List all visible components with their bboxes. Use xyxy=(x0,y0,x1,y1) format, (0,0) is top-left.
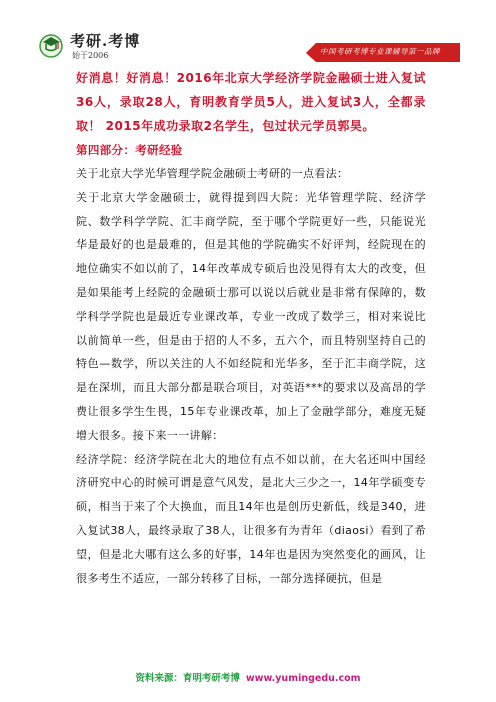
article-heading: 关于北京大学光华管理学院金融硕士考研的一点看法： xyxy=(76,167,349,180)
banner-tail xyxy=(306,43,316,62)
paragraph-overview: 关于北京大学金融硕士，就得提到四大院：光华管理学院、经济学院、数学科学学院、汇丰商学院，至于哪个学院更好一些，只能说光华是最好的也是最难的，但是其他的学院确实不好评判，经院现在的地位确实不如以前了，14年改革成专硕后也没见得有太大的改变，但是如果能考上经院的金融硕士那可以说以后就业是非常有保障的，数学科学学院也是最近专业课改革，专业一改成了数学三，相对来说比以前简单一些，但是由于招的人不多，五六个，而且特别坚持自己的特色—数学，所以关注的人不如经院和光华多，至于汇丰商学院，这是在深圳，而且大部分都是联合项目，对英语***的要求以及高昂的学费让很多学生生畏，15年专业课改革，加上了金融学部分，难度无疑增大很多。接下来一一讲解： xyxy=(76,190,426,442)
logo-subtitle: 始于2006 xyxy=(72,51,109,60)
header-banner-text: 中国考研考博专业课辅导第一品牌 xyxy=(320,47,440,56)
paragraph-economics-school: 经济学院：经济学院在北大的地位有点不如以前，在大名还叫中国经济研究中心的时候可谓是意气风发，是北大三少之一，14年学硕变专硕，相当于来了个大换血，而且14年也是创历史新低，线是340，进入复试38人，最终录取了38人，让很多有为青年（diaosi）看到了希望，但是北大哪有这么多的好事，14年也是因为突然变化的画风，让很多考生不适应，一部分转移了目标，一部分选择硬抗，但是 xyxy=(76,452,426,585)
logo-title: 考研.考博 xyxy=(70,32,141,50)
announcement: 好消息！好消息！2016年北京大学经济学院金融硕士进入复试36人，录取28人，育明教育学员5人，进入复试3人，全都录取！ 2015年成功录取2名学生，包过状元学员郭昊。 xyxy=(76,71,426,133)
footer-source: 资料来源：育明考研考博 xyxy=(135,673,240,684)
page-header xyxy=(0,0,496,66)
footer-url[interactable]: www.yumingedu.com xyxy=(245,673,361,684)
document-body xyxy=(76,66,426,590)
page-footer xyxy=(0,670,496,684)
section-title: 第四部分：考研经验 xyxy=(76,143,183,157)
graduation-cap-icon xyxy=(36,29,66,59)
